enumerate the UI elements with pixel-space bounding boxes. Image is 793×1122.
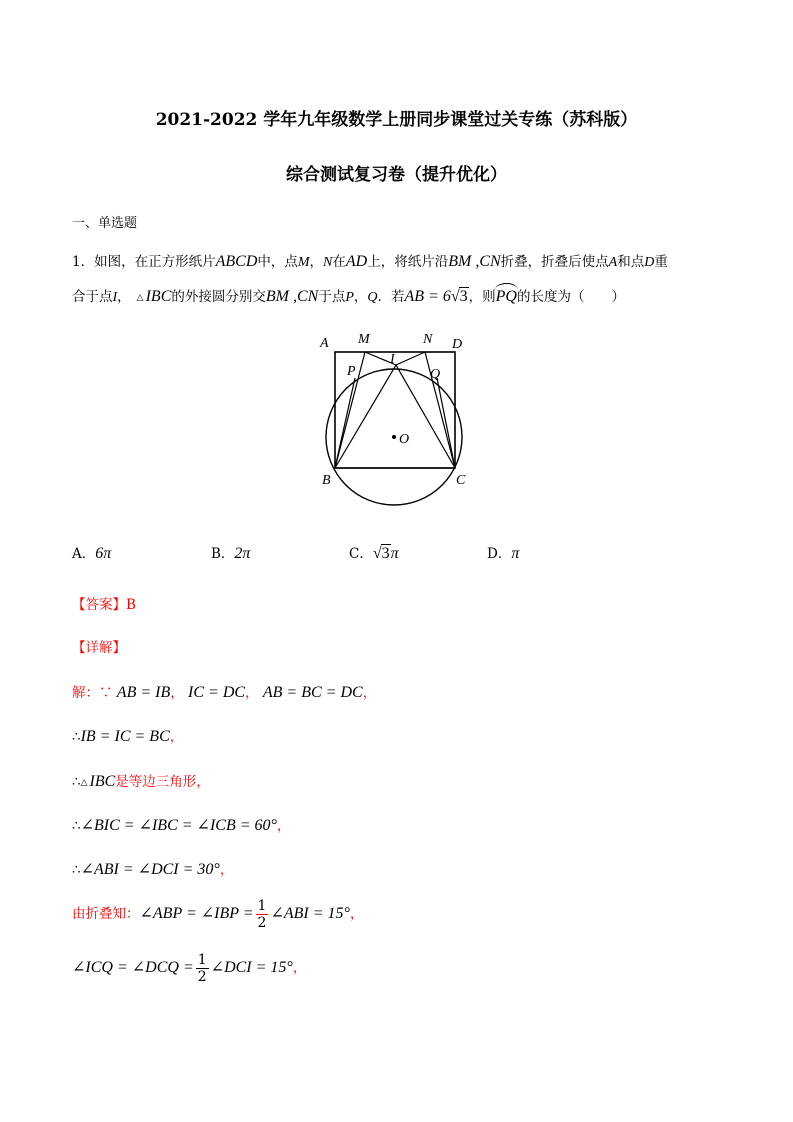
question-number: 1．	[72, 254, 95, 270]
solution-line-2: ∴IB = IC = BC，	[72, 728, 184, 745]
center-dot	[392, 435, 396, 439]
label-a: A	[320, 336, 329, 351]
label-m: M	[358, 332, 370, 347]
answer-label: 【答案】B	[72, 597, 136, 613]
label-q: Q	[430, 367, 441, 382]
label-n: N	[423, 332, 433, 347]
label-i: I	[390, 352, 395, 367]
option-a[interactable]: A．6π	[72, 545, 112, 562]
option-c[interactable]: C．√3π	[349, 545, 399, 562]
label-b: B	[322, 473, 331, 488]
solution-line-6: 由折叠知：∠ABP = ∠IBP = $\frac{1}{2}$ ∠ABI = 15°，	[72, 898, 364, 931]
solution-line-4: ∴∠BIC = ∠IBC = ∠ICB = 60°，	[72, 817, 291, 834]
geometry-figure	[310, 325, 490, 515]
question-line-1: 1．如图，在正方形纸片ABCD中，点M，N在AD上，将纸片沿BM ,CN折叠，折叠后使点A和点D重	[72, 253, 668, 270]
label-d: D	[452, 337, 463, 352]
question-line-2: 合于点I， △ IBC的外接圆分别交BM ,CN于点P，Q．若AB = 6√3，则PQ的长度为（ ）	[72, 288, 625, 305]
solution-line-3: ∴△ IBC是等边三角形，	[72, 773, 210, 790]
arc-pq: PQ	[495, 288, 517, 305]
solution-line-5: ∴∠ABI = ∠DCI = 30°，	[72, 861, 234, 878]
option-b[interactable]: B．2π	[211, 545, 251, 562]
section-heading: 一、单选题	[72, 216, 138, 231]
document-subtitle: 综合测试复习卷（提升优化）	[286, 165, 507, 185]
solution-line-7: ∠ICQ = ∠DCQ = $\frac{1}{2}$ ∠DCI = 15°，	[72, 952, 307, 985]
detail-label: 【详解】	[72, 640, 126, 656]
document-title: 2021-2022 学年九年级数学上册同步课堂过关专练（苏科版）	[155, 110, 638, 130]
label-c: C	[456, 473, 466, 488]
option-d[interactable]: D．π	[487, 545, 520, 562]
label-o: O	[399, 432, 410, 447]
solution-line-1: 解：∵ AB = IB， IC = DC， AB = BC = DC，	[72, 684, 377, 701]
label-p: P	[347, 364, 356, 379]
